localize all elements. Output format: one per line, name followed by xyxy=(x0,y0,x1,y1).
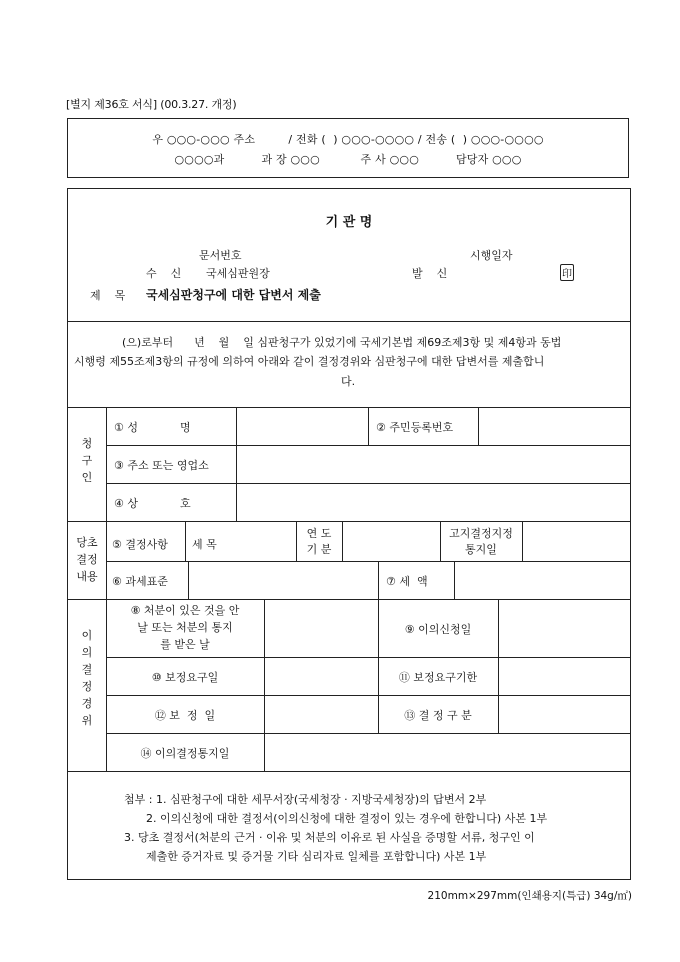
correction-date-label: ⑫ 보 정 일 xyxy=(154,709,216,722)
year-label: 연 도 기 분 xyxy=(306,527,332,556)
intro-line-2: 시행령 제55조제3항의 규정에 의하여 아래와 같이 결정경위와 심판청구에 대한 답변서를 제출합니 xyxy=(74,355,545,368)
tax-amount-label: ⑦ 세 액 xyxy=(386,575,428,588)
intro-line-1: (으)로부터 년 월 일 심판청구가 있었기에 국세기본법 제69조제3항 및 제4항과 동법 xyxy=(122,336,562,349)
attachment-line-4: 제출한 증거자료 및 증거물 기타 심리자료 일체를 포함합니다) 사본 1부 xyxy=(146,850,487,863)
decision-notice-date-label: ⑭ 이의결정통지일 xyxy=(140,747,230,760)
address-box xyxy=(67,118,629,178)
objection-date-label: ⑨ 이의신청일 xyxy=(404,623,472,636)
form-number-note: [별지 제36호 서식] (00.3.27. 개정) xyxy=(66,98,237,111)
attachment-line-3: 3. 당초 결정서(처분의 근거 · 이유 및 처분의 이유로 된 사실을 증명할 서류, 청구인 이 xyxy=(124,831,535,844)
agency-name: 기 관 명 xyxy=(325,215,373,230)
attachment-line-2: 2. 이의신청에 대한 결정서(이의신청에 대한 결정이 있는 경우에 한합니다) 사본 1부 xyxy=(146,812,548,825)
recipient-label: 수 신 xyxy=(146,267,182,280)
tax-base-label: ⑥ 과세표준 xyxy=(112,575,168,588)
claimant-section-label: 청 구 인 xyxy=(81,437,93,484)
disposition-known-label: ⑧ 처분이 있은 것을 안 날 또는 처분의 통지 를 받은 날 xyxy=(130,604,240,651)
original-decision-section-label: 당초 결정 내용 xyxy=(76,536,98,583)
seal-mark: 印 xyxy=(560,264,574,281)
sender-label: 발 신 xyxy=(412,267,448,280)
notice-date-label: 고지결정지정 통지일 xyxy=(449,527,513,556)
correction-request-date-label: ⑩ 보정요구일 xyxy=(151,671,219,684)
form-table xyxy=(67,188,631,880)
address-label: ③ 주소 또는 영업소 xyxy=(114,459,209,472)
name-label: ① 성 명 xyxy=(114,421,191,434)
objection-section-label: 이 의 결 정 경 위 xyxy=(81,629,93,727)
doc-number-label: 문서번호 xyxy=(199,249,242,262)
attachment-line-1: 첨부 : 1. 심판청구에 대한 세무서장(국세청장 · 지방국세청장)의 답변서 2부 xyxy=(124,793,487,806)
subject-label: 제 목 xyxy=(90,289,126,302)
address-line-1: 우 ○○○-○○○ 주소 / 전화 ( ) ○○○-○○○○ / 전송 ( ) ○○○-○○○○ xyxy=(152,133,544,146)
intro-line-3: 다. xyxy=(341,375,356,388)
date-label: 시행일자 xyxy=(470,249,513,262)
decision-type-label: ⑬ 결 정 구 분 xyxy=(404,709,472,722)
trade-name-label: ④ 상 호 xyxy=(114,497,191,510)
decision-label: ⑤ 결정사항 xyxy=(112,538,168,551)
recipient-value: 국세심판원장 xyxy=(206,267,270,280)
address-line-2: ○○○○과 과 장 ○○○ 주 사 ○○○ 담당자 ○○○ xyxy=(174,153,522,166)
subject-value: 국세심판청구에 대한 답변서 제출 xyxy=(146,288,321,302)
correction-deadline-label: ⑪ 보정요구기한 xyxy=(398,671,478,684)
paper-size-note: 210mm×297mm(인쇄용지(특급) 34g/㎡) xyxy=(427,890,632,902)
tax-item-label: 세 목 xyxy=(192,538,217,551)
resident-no-label: ② 주민등록번호 xyxy=(376,421,454,434)
